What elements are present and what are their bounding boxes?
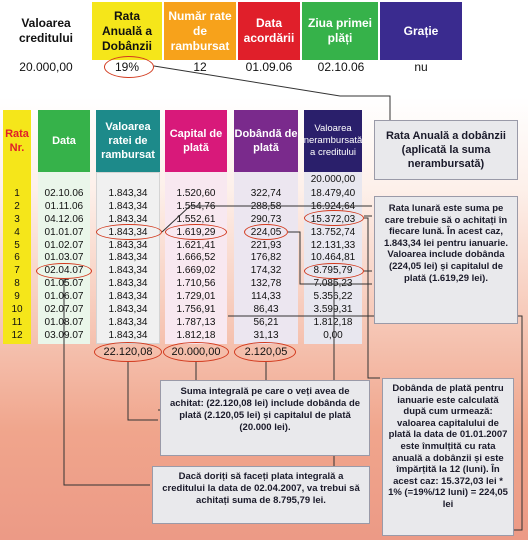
table-cell: 12 xyxy=(11,329,23,341)
table-cell: 3 xyxy=(14,213,20,225)
table-cell: 12.131,33 xyxy=(310,239,356,251)
table-cell: 1.666,52 xyxy=(176,252,216,264)
table-cell: 1.621,41 xyxy=(176,239,216,251)
table-cell: 132,78 xyxy=(250,278,282,290)
th-nerambursata-label: Valoarea nerambursată a creditului xyxy=(303,123,363,158)
note-plata-integrala-text: Dacă doriți să faceți plata integrală a creditului la data de 02.04.2007, va trebui să achitați suma de 8.795,79 lei. xyxy=(162,471,360,506)
table-cell: 1.843,34 xyxy=(108,252,148,264)
table-cell: 6 xyxy=(14,252,20,264)
value-numar: 12 xyxy=(193,60,207,74)
note-rata-anuala xyxy=(374,120,518,180)
table-cell: 56,21 xyxy=(253,316,279,328)
th-capital-label: Capital de plată xyxy=(169,128,223,154)
note-rata-anuala-text: Rata Anuală a dobânzii (aplicată la suma nerambursată) xyxy=(385,130,506,170)
th-dobanda-label: Dobândă de plată xyxy=(234,128,298,154)
value-gratie: nu xyxy=(414,60,428,74)
table-cell: 3.599,31 xyxy=(313,304,353,316)
table-cell: 1.843,34 xyxy=(108,213,148,225)
value-valoarea: 20.000,00 xyxy=(19,60,73,74)
table-cell: 2 xyxy=(14,200,20,212)
table-cell: 1.843,34 xyxy=(108,188,148,199)
header-valoarea-label: Valoarea creditului xyxy=(18,16,73,45)
table-cell: 1.729,01 xyxy=(176,291,216,303)
table-cell: 15.372,03 xyxy=(310,213,356,225)
total-dobanda: 2.120,05 xyxy=(244,346,288,358)
table-cell: 1.843,34 xyxy=(108,329,148,341)
table-cell: 01.02.07 xyxy=(44,239,84,251)
th-data-label: Data xyxy=(52,135,76,147)
note-plata-integrala xyxy=(152,466,370,524)
header-gratie-label: Grație xyxy=(403,23,439,38)
table-cell: 16.924,64 xyxy=(310,200,356,212)
table-cell: 174,32 xyxy=(250,265,282,277)
table-cell: 1.787,13 xyxy=(176,316,216,328)
table-cell: 1.812,18 xyxy=(176,329,216,341)
table-cell: 02.04.07 xyxy=(44,265,84,277)
table-cell: 5 xyxy=(14,239,20,251)
total-capital: 20.000,00 xyxy=(171,346,221,358)
table-cell: 01.08.07 xyxy=(44,316,84,328)
table-cell: 01.11.06 xyxy=(44,200,84,212)
table-cell: 1.843,34 xyxy=(108,316,148,328)
table-cell: 04.12.06 xyxy=(44,213,84,225)
table-cell: 01.06.07 xyxy=(44,291,84,303)
th-valoarea-ratei-label: Valoarea ratei de rambursat xyxy=(101,121,155,161)
table-cell: 224,05 xyxy=(250,226,282,238)
table-cell: 02.07.07 xyxy=(44,304,84,316)
value-data: 01.09.06 xyxy=(245,60,293,74)
table-cell: 1.843,34 xyxy=(108,265,148,277)
table-cell: 322,74 xyxy=(250,188,282,199)
table-cell: 290,73 xyxy=(250,213,282,225)
table-cell: 02.10.06 xyxy=(44,188,84,199)
table-cell: 1 xyxy=(14,188,20,199)
table-cell: 1.843,34 xyxy=(108,200,148,212)
table-cell: 1.554,76 xyxy=(176,200,216,212)
table-cell: 1.552,61 xyxy=(176,213,216,225)
table-cell: 1.619,29 xyxy=(176,226,216,238)
table-cell: 1.520,60 xyxy=(176,188,216,199)
table-cell: 7 xyxy=(14,265,20,277)
table-cell: 31,13 xyxy=(253,329,279,341)
table-cell: 01.05.07 xyxy=(44,278,84,290)
header-ziua-label: Ziua primei plăți xyxy=(307,16,372,45)
table-cell: 1.812,18 xyxy=(313,316,353,328)
table-cell: 1.843,34 xyxy=(108,304,148,316)
table-cell: 86,43 xyxy=(253,304,279,316)
header-rata-label: Rata Anuală a Dobânzii xyxy=(101,8,152,53)
header-numar-label: Număr rate de rambursat xyxy=(168,8,232,53)
table-cell: 10 xyxy=(11,304,23,316)
table-cell: 114,33 xyxy=(251,291,281,303)
value-rata: 19% xyxy=(114,60,140,74)
th-rata-nr-label: Rata Nr. xyxy=(5,128,29,154)
table-cell: 221,93 xyxy=(250,239,282,251)
table-cell: 7.085,23 xyxy=(313,278,353,290)
table-cell: 176,82 xyxy=(250,252,282,264)
table-cell: 18.479,40 xyxy=(310,188,356,199)
note-dobanda-plata xyxy=(382,378,514,536)
table-cell: 8 xyxy=(14,278,20,290)
table-cell: 01.03.07 xyxy=(44,252,84,264)
table-cell: 288,58 xyxy=(250,200,282,212)
note-suma-integrala-text: Suma integrală pe care o veți avea de achitat: (22.120,08 lei) include dobânda de plată (2.120,05 lei) și capitalul de plată (20.000 lei). xyxy=(169,386,361,433)
table-cell: 1.843,34 xyxy=(108,291,148,303)
table-cell: 4 xyxy=(14,226,20,238)
table-cell: 5.356,22 xyxy=(313,291,353,303)
table-cell: 01.01.07 xyxy=(44,226,84,238)
table-cell: 13.752,74 xyxy=(310,226,356,238)
note-rata-lunara xyxy=(374,196,518,324)
table-cell: 10.464,81 xyxy=(310,252,356,264)
value-ziua: 02.10.06 xyxy=(317,60,365,74)
table-cell: 1.843,34 xyxy=(108,226,148,238)
table-cell: 1.669,02 xyxy=(176,265,216,277)
table-cell: 1.843,34 xyxy=(108,239,148,251)
table-cell: 03.09.07 xyxy=(44,329,84,341)
table-cell: 1.756,91 xyxy=(176,304,216,316)
header-data-label: Data acordării xyxy=(243,16,295,45)
total-rata: 22.120,08 xyxy=(103,346,153,358)
table-cell: 1.710,56 xyxy=(176,278,216,290)
table-cell: 11 xyxy=(11,316,23,328)
table-cell: 9 xyxy=(14,291,20,303)
note-rata-lunara-text: Rata lunară este suma pe care trebuie să o achitați în fiecare lună. În acest caz, 1.843,34 lei pentru ianuarie. Valoarea include dobânda (224,05 lei) și capitalul de plată (1.619,29 lei). xyxy=(383,203,509,284)
note-suma-integrala xyxy=(160,380,370,456)
table-cell: 8.795,79 xyxy=(313,265,353,277)
note-dobanda-plata-text: Dobânda de plată pentru ianuarie este calculată după cum urmează: valoarea capitalului de plată la data de 01.01.2007 este înmulțită cu rata anuală a dobânzii și este împărțită la 12 (luni). În acest caz: 15.372,03 lei * 1% (=19%/12 luni) = 224,05 lei xyxy=(388,383,508,510)
table-cell: 1.843,34 xyxy=(108,278,148,290)
table-cell: 0,00 xyxy=(323,329,343,341)
initial-balance: 20.000,00 xyxy=(310,174,356,185)
